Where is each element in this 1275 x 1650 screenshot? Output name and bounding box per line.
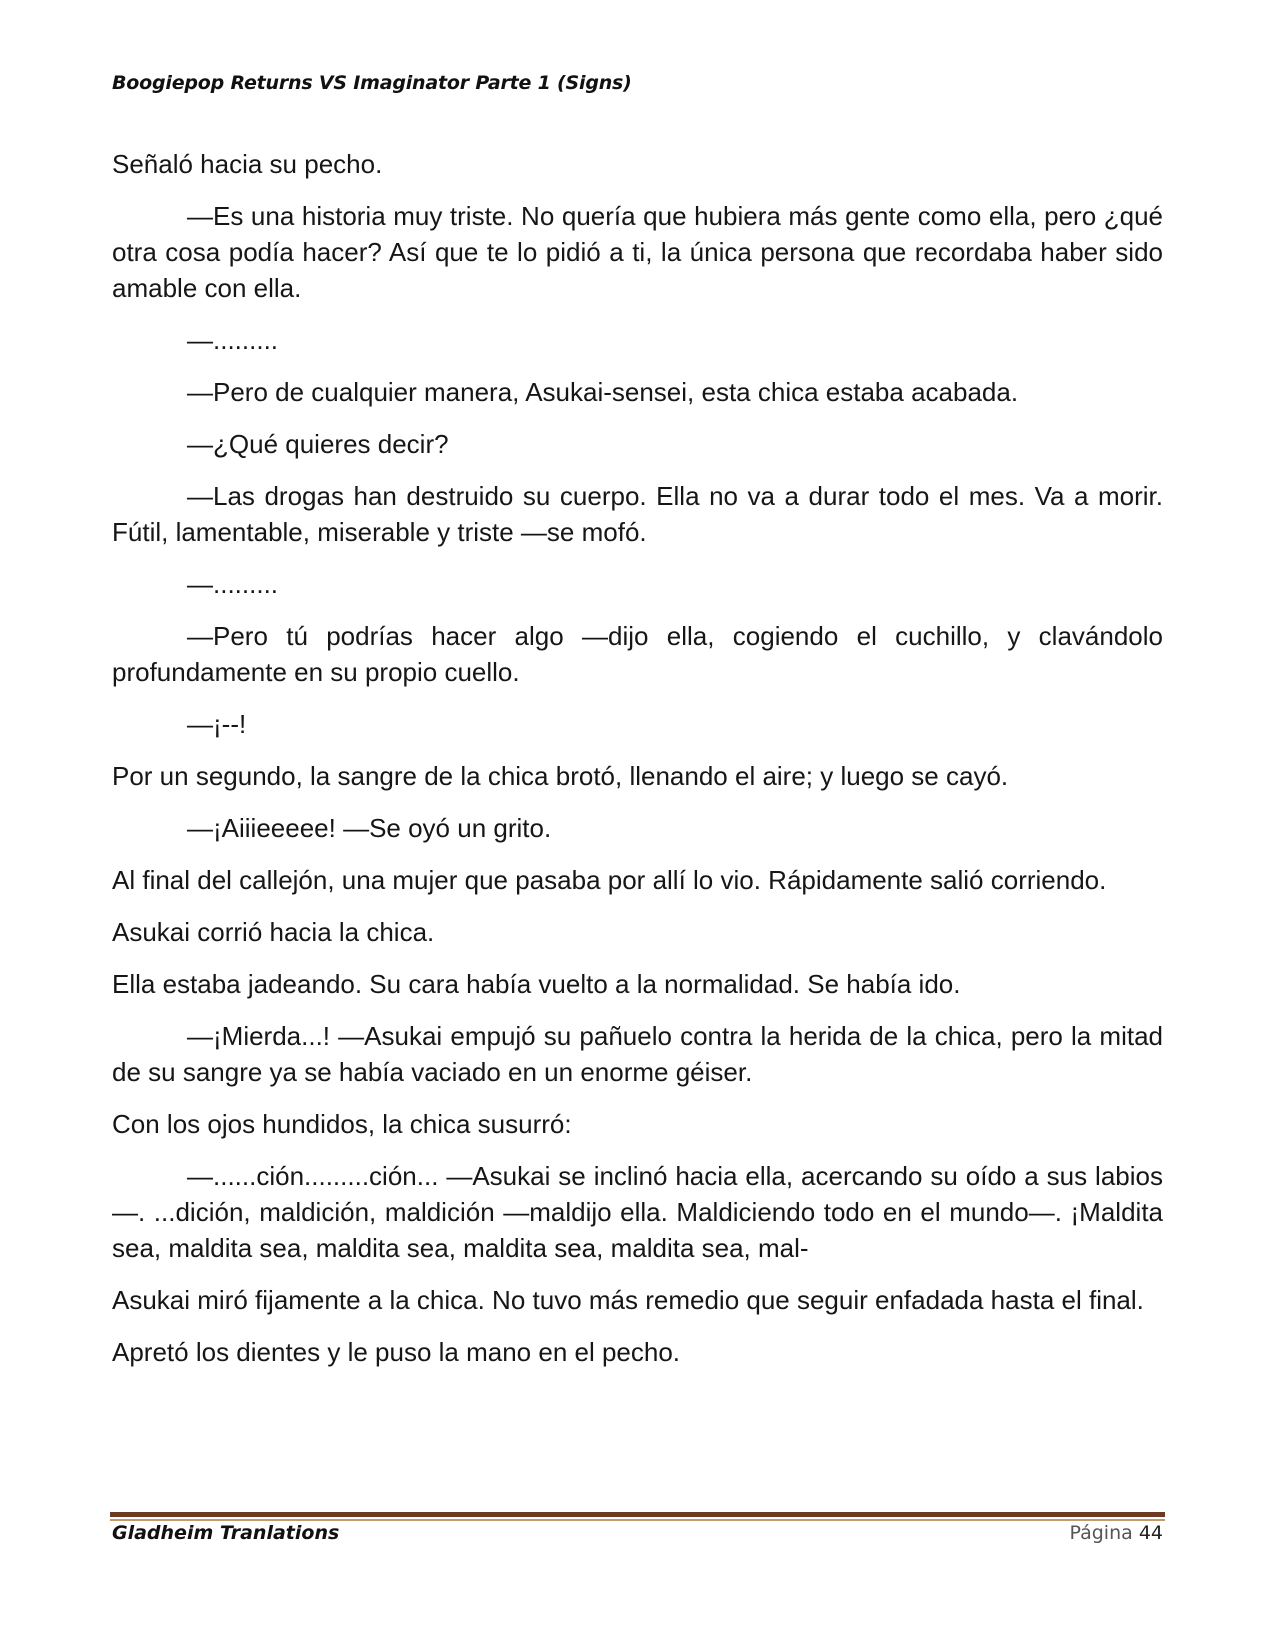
footer-divider-thick xyxy=(110,1512,1165,1517)
paragraph: —Las drogas han destruido su cuerpo. Ella no va a durar todo el mes. Va a morir. Fútil, lamentable, miserable y triste —se mofó. xyxy=(112,481,1163,547)
paragraph: Asukai corrió hacia la chica. xyxy=(112,917,435,947)
paragraph: —¡--! xyxy=(187,709,247,739)
paragraph: —Es una historia muy triste. No quería que hubiera más gente como ella, pero ¿qué otra cosa podía hacer? Así que te lo pidió a ti, la única persona que recordaba haber sido amable con ella. xyxy=(112,201,1163,303)
paragraph: —......... xyxy=(187,325,279,355)
page-number-value: 44 xyxy=(1138,1522,1163,1544)
footer-divider xyxy=(110,1512,1165,1521)
paragraph: —Pero de cualquier manera, Asukai-sensei, esta chica estaba acabada. xyxy=(187,377,1019,407)
paragraph: Al final del callejón, una mujer que pasaba por allí lo vio. Rápidamente salió corriendo. xyxy=(112,865,1107,895)
paragraph: Señaló hacia su pecho. xyxy=(112,149,383,179)
paragraph: Asukai miró fijamente a la chica. No tuvo más remedio que seguir enfadada hasta el final. xyxy=(112,1285,1144,1315)
body-text xyxy=(112,146,1163,1386)
paragraph: —Pero tú podrías hacer algo —dijo ella, cogiendo el cuchillo, y clavándolo profundamente en su propio cuello. xyxy=(112,621,1163,687)
paragraph: —¡Mierda...! —Asukai empujó su pañuelo contra la herida de la chica, pero la mitad de su sangre ya se había vaciado en un enorme géiser. xyxy=(112,1021,1163,1087)
paragraph: Con los ojos hundidos, la chica susurró: xyxy=(112,1109,572,1139)
footer-credit: Gladheim Tranlations xyxy=(112,1522,340,1544)
page-number xyxy=(1069,1522,1163,1544)
paragraph: —......... xyxy=(187,569,279,599)
running-header: Boogiepop Returns VS Imaginator Parte 1 (Signs) xyxy=(112,72,632,94)
paragraph: Por un segundo, la sangre de la chica brotó, llenando el aire; y luego se cayó. xyxy=(112,761,1009,791)
paragraph: Ella estaba jadeando. Su cara había vuelto a la normalidad. Se había ido. xyxy=(112,969,961,999)
page-label: Página xyxy=(1069,1522,1133,1544)
paragraph: —......ción.........ción... —Asukai se inclinó hacia ella, acercando su oído a sus labios—. ...dición, maldición, maldición —maldijo ella. Maldiciendo todo en el mundo—. ¡Maldita sea, maldita sea, maldita sea, maldita sea, maldita sea, mal- xyxy=(112,1161,1163,1263)
paragraph: —¡Aiiieeeee! —Se oyó un grito. xyxy=(187,813,552,843)
footer-divider-thin xyxy=(110,1519,1165,1521)
paragraph: —¿Qué quieres decir? xyxy=(187,429,449,459)
paragraph: Apretó los dientes y le puso la mano en el pecho. xyxy=(112,1337,681,1367)
